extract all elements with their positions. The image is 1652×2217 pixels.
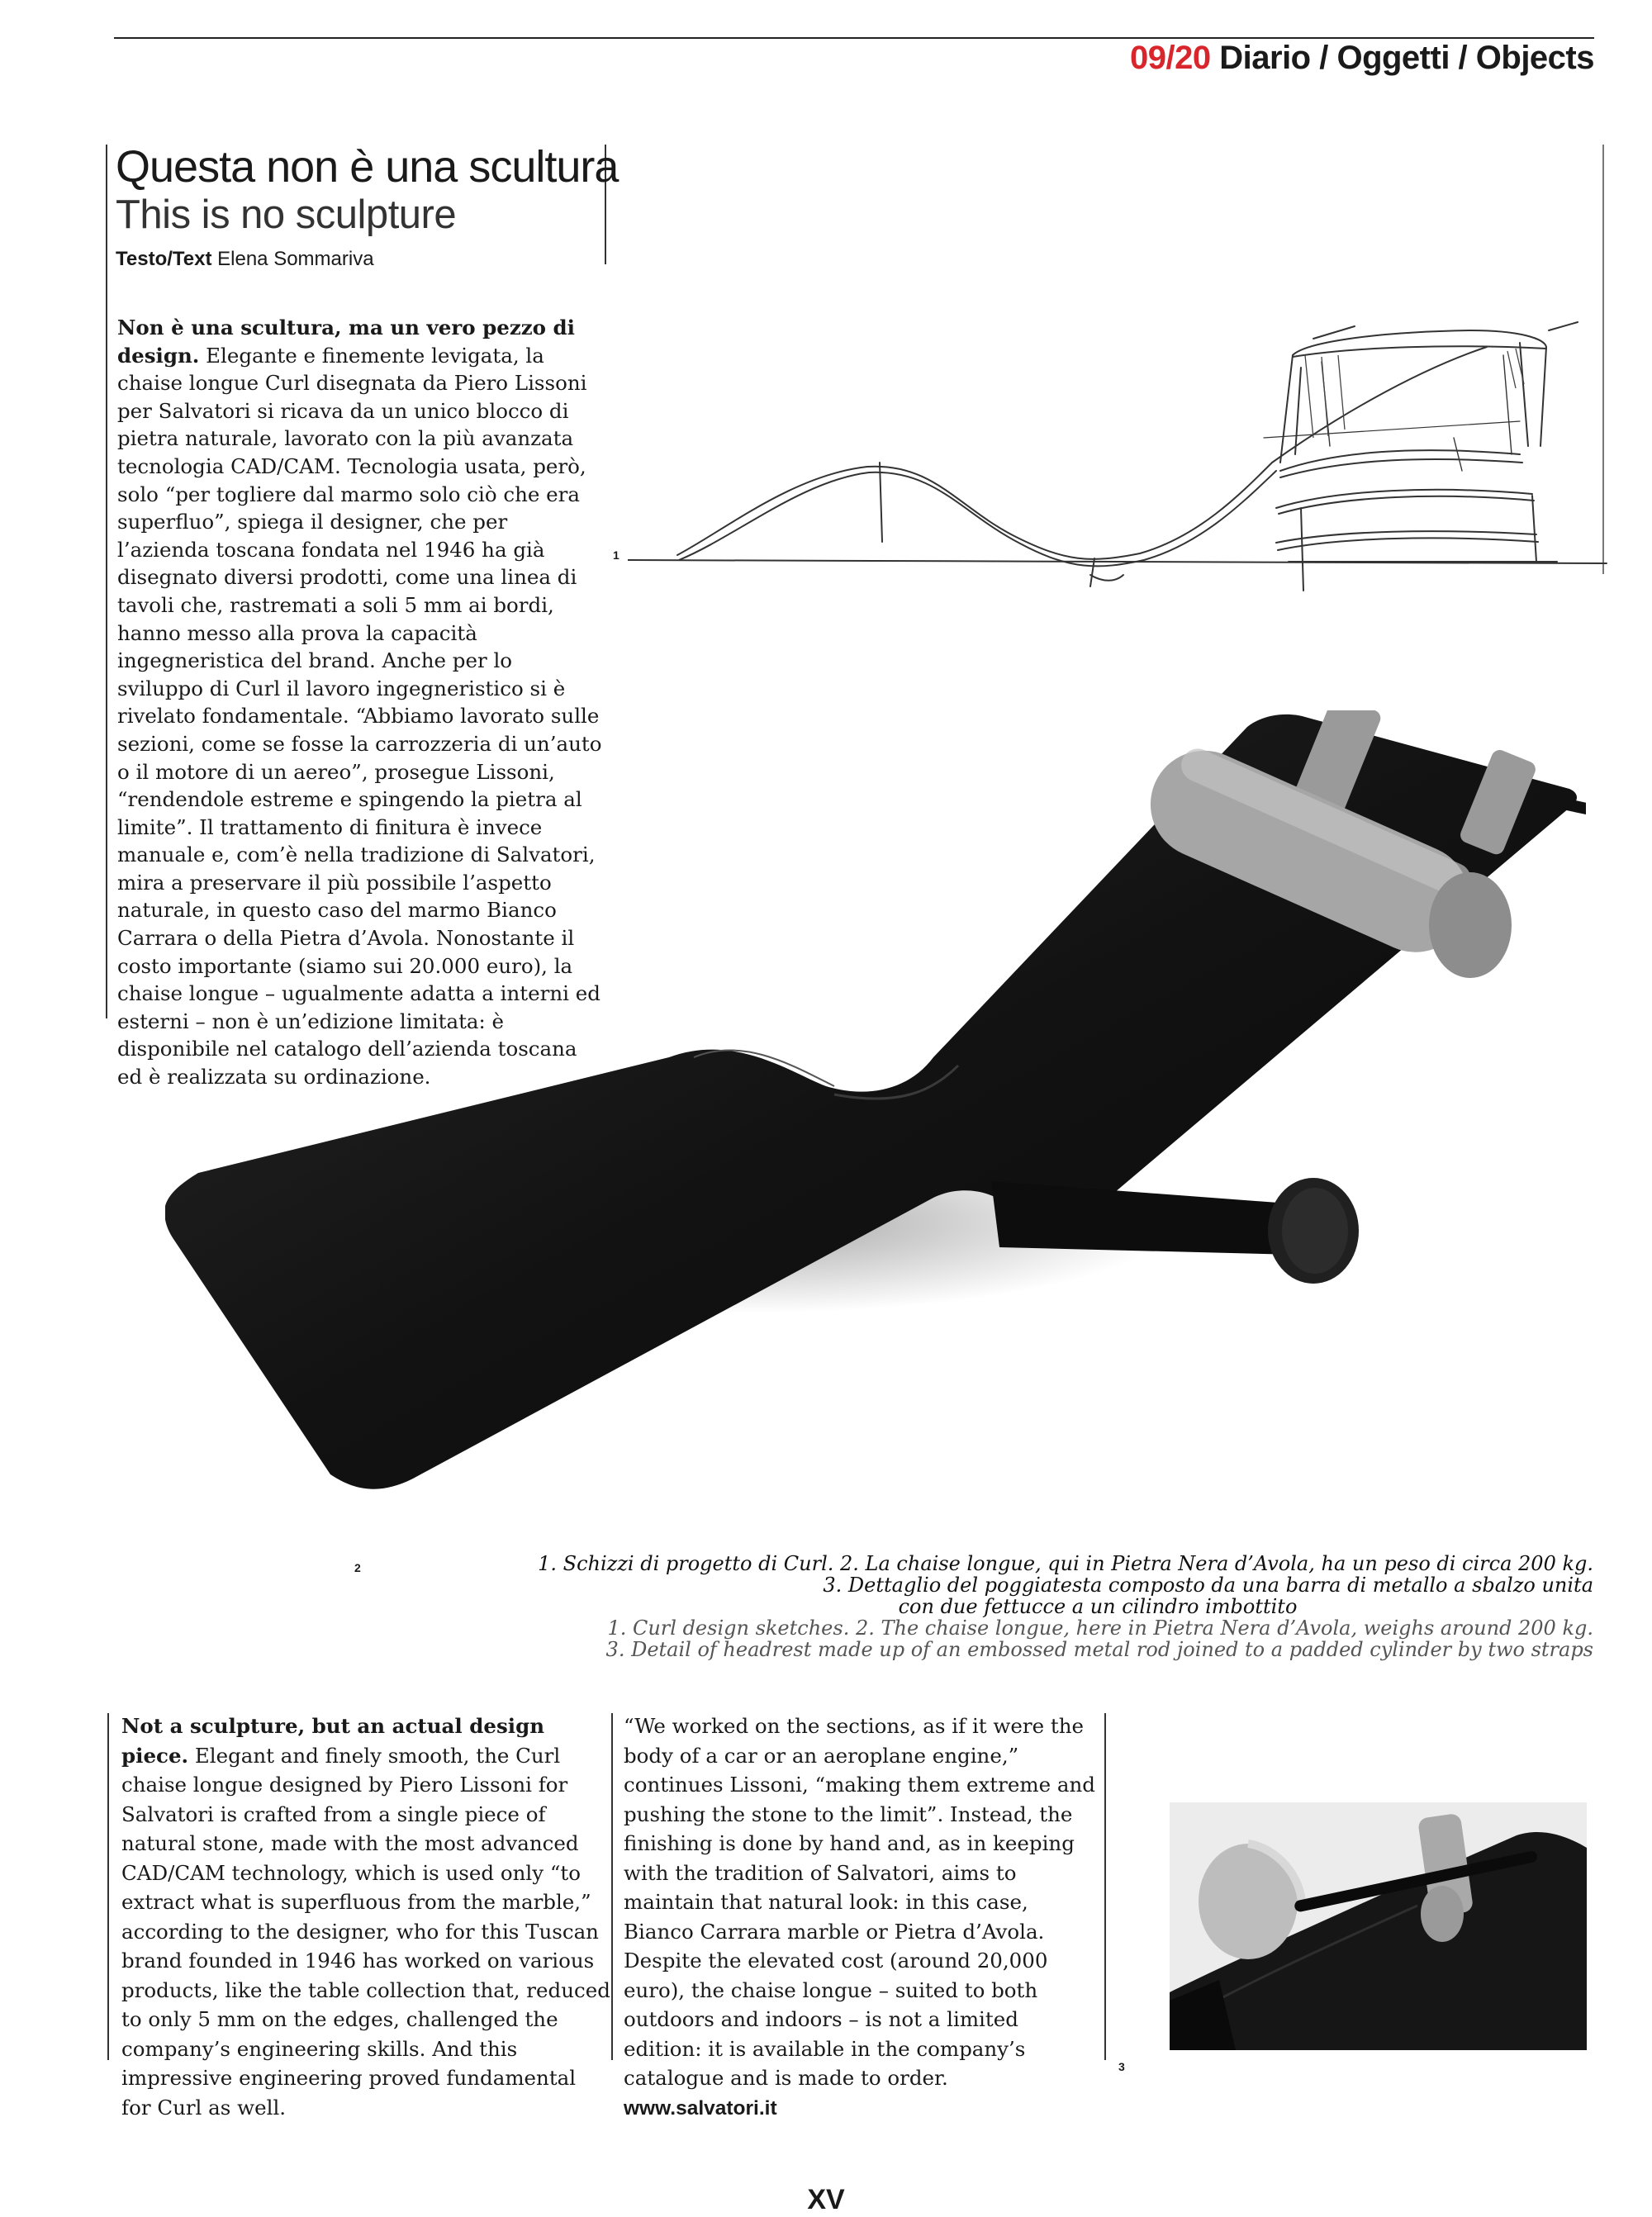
byline-label: Testo/Text xyxy=(116,248,212,270)
design-sketch xyxy=(628,297,1611,611)
byline-author: Elena Sommariva xyxy=(217,248,374,270)
figure-2-number: 2 xyxy=(354,1561,361,1574)
section-header xyxy=(1130,40,1594,77)
body-italian-text: Elegante e finemente levigata, la chaise longue Curl disegnata da Piero Lissoni per Salvatori si ricava da un unico blocco di pietra naturale, lavorato con la più avanzata tecnologia CAD/CAM. Tecnologia usata, però, solo “per togliere dal marmo solo ciò che era superfluo”, spiega il designer, che per l’azienda toscana fondata nel 1946 ha già disegnato diversi prodotti, come una linea di tavoli che, rastremati a soli 5 mm ai bordi, hanno messo alla prova la capacità ingegneristica del brand. Anche per lo sviluppo di Curl il lavoro ingegneristico si è rivelato fondamentale. “Abbiamo lavorato sulle sezioni, come se fosse la carrozzeria di un’auto o il motore di un aereo”, prosegue Lissoni, “rendendole estreme e spingendo la pietra al limite”. Il trattamento di finitura è invece manuale e, com’è nella tradizione di Salvatori, mira a preservare il più possibile l’aspetto naturale, in questo caso del marmo Bianco Carrara o della Pietra d’Avola. Nonostante il costo importante (siamo sui 20.000 euro), la chaise longue – ugualmente adatta a interni ed esterni – non è un’edizione limitata: è disponibile nel catalogo dell’azienda toscana ed è realizzata su ordinazione. xyxy=(117,343,602,1090)
figure-3-number: 3 xyxy=(1118,2060,1125,2073)
lead-english: Not a sculpture, but an actual design piece. xyxy=(121,1714,545,1768)
body-english-col2-text: “We worked on the sections, as if it were the body of a car or an aeroplane engine,” continues Lissoni, “making them extreme and pushing the stone to the limit”. Instead, the finishing is done by hand and, as in keeping with the tradition of Salvatori, aims to maintain that natural look: in this case, Bianco Carrara marble or Pietra d’Avola. Despite the elevated cost (around 20,000 euro), the chaise longue – suited to both outdoors and indoors – is not a limited edition: it is available in the company’s catalogue and is made to order. xyxy=(624,1714,1095,2090)
caption-italian-line-2: 3. Dettaglio del poggiatesta composto da una barra di metallo a sbalzo unita xyxy=(823,1574,1593,1597)
bottom-mid-rule xyxy=(611,1713,613,2060)
figure-1-number: 1 xyxy=(613,548,620,562)
photo-caption xyxy=(437,1553,1593,1660)
byline xyxy=(116,248,374,271)
caption-italian-line-1: 1. Schizzi di progetto di Curl. 2. La chaise longue, qui in Pietra Nera d’Avola, ha un peso di circa 200 kg. xyxy=(538,1552,1593,1575)
article-title-english: This is no sculpture xyxy=(116,192,457,237)
body-english-col1-text: Elegant and finely smooth, the Curl chaise longue designed by Piero Lissoni for Salvatori is crafted from a single piece of natural stone, made with the most advanced CAD/CAM technology, which is used only “to extract what is superfluous from the marble,” according to the designer, who for this Tuscan brand founded in 1946 has worked on various products, like the table collection that, reduced to only 5 mm on the edges, challenged the company’s engineering skills. And this impressive engineering proved fundamental for Curl as well. xyxy=(121,1743,610,2120)
bottom-right-rule xyxy=(1104,1713,1106,2060)
body-english-col2 xyxy=(624,1711,1099,2123)
website-url[interactable]: www.salvatori.it xyxy=(624,2096,777,2120)
caption-english-line-2: 3. Detail of headrest made up of an embossed metal rod joined to a padded cylinder by two straps xyxy=(605,1638,1593,1661)
caption-italian-line-3: con due fettucce a un cilindro imbottito xyxy=(898,1595,1298,1618)
left-margin-rule xyxy=(106,145,107,1018)
page-number: XV xyxy=(807,2184,845,2215)
headrest-detail-image xyxy=(1170,1802,1587,2050)
chaise-longue-image xyxy=(165,710,1586,1536)
body-english-col1 xyxy=(121,1711,610,2122)
issue-number: 09/20 xyxy=(1130,40,1211,76)
article-title-italian: Questa non è una scultura xyxy=(116,142,619,192)
lead-italian: Non è una scultura, ma un vero pezzo di design. xyxy=(117,316,575,368)
bottom-left-rule xyxy=(107,1713,109,2060)
top-rule xyxy=(114,37,1594,39)
section-path: Diario / Oggetti / Objects xyxy=(1219,40,1594,76)
caption-english-line-1: 1. Curl design sketches. 2. The chaise longue, here in Pietra Nera d’Avola, weighs around 200 kg. xyxy=(607,1616,1593,1640)
